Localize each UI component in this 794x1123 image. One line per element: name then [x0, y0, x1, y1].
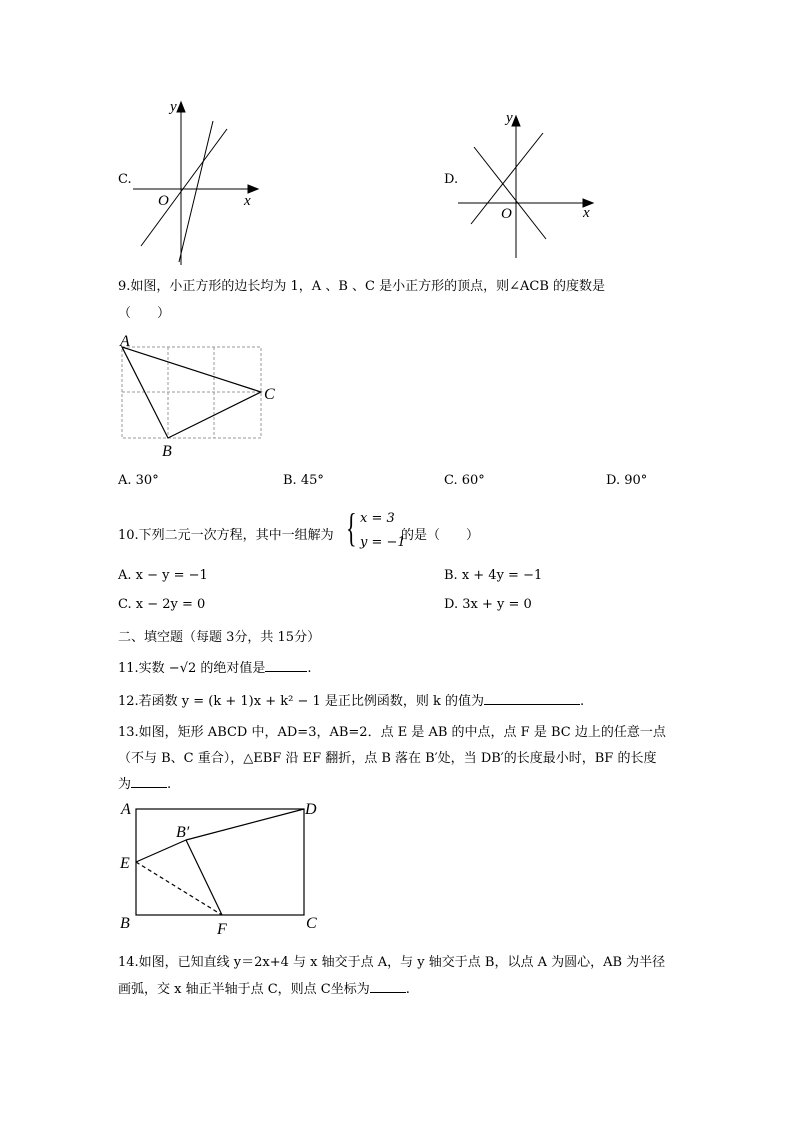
- point-c-label: C: [264, 386, 275, 403]
- q9-option-d: D. 90°: [606, 473, 648, 488]
- point-d-label: D: [305, 801, 317, 818]
- point-c-label: C: [306, 915, 317, 932]
- q13-line2: （不与 B、C 重合），△EBF 沿 EF 翻折，点 B 落在 B′处，当 DB′的长度最小时，BF 的长度: [118, 751, 657, 766]
- point-b-label: B: [162, 443, 172, 460]
- point-b-label: B: [120, 915, 130, 932]
- q14-line1: 14.如图，已知直线 y＝2x+4 与 x 轴交于点 A，与 y 轴交于点 B，以点 A 为圆心，AB 为半径: [118, 955, 666, 970]
- point-a-label: A: [120, 333, 130, 350]
- q10-system-eq1: x = 3: [360, 511, 395, 526]
- q13-line3-text: 为: [118, 777, 132, 792]
- q12-after: .: [580, 694, 585, 709]
- option-d-label: D.: [444, 172, 459, 187]
- point-a-label: A: [121, 801, 131, 818]
- q12-before: 12.若函数 y = (k + 1)x + k² − 1 是正比例函数，则 k 的值为: [118, 694, 485, 709]
- origin-label: O: [501, 206, 512, 222]
- q10-option-d: D. 3x + y = 0: [444, 597, 532, 612]
- option-c-label: C.: [118, 172, 132, 187]
- q10-stem-after: 的是（ ）: [401, 528, 480, 543]
- q9-stem: 9.如图，小正方形的边长均为 1，A 、B 、C 是小正方形的顶点，则∠ACB 的度数是: [118, 279, 606, 294]
- q9-paren: （ ）: [118, 306, 171, 321]
- q9-option-c: C. 60°: [444, 473, 485, 488]
- q14-line2-text: 画弧，交 x 轴正半轴于点 C，则点 C坐标为: [118, 982, 370, 997]
- point-b-prime-label: B′: [176, 824, 190, 841]
- q9-option-a: A. 30°: [118, 473, 159, 488]
- q9-option-b: B. 45°: [283, 473, 324, 488]
- origin-label: O: [158, 193, 169, 209]
- q10-option-b: B. x + 4y = −1: [444, 568, 543, 583]
- q14-line2: [118, 978, 410, 997]
- point-e-label: E: [120, 855, 130, 872]
- q11-after: .: [307, 661, 312, 676]
- q10-option-a: A. x − y = −1: [118, 568, 208, 583]
- equation-system-brace: {: [346, 505, 357, 550]
- y-axis-label: y: [506, 110, 513, 126]
- q10-option-c: C. x − 2y = 0: [118, 597, 206, 612]
- section-heading: 二、填空题（每题 3分，共 15分）: [118, 630, 321, 645]
- q14-line2-end: .: [405, 982, 410, 997]
- q13-line1: 13.如图，矩形 ABCD 中，AD=3，AB=2．点 E 是 AB 的中点，点 F 是 BC 边上的任意一点: [118, 725, 666, 740]
- y-axis-label: y: [170, 99, 177, 115]
- q10-system-eq2: y = −1: [360, 535, 406, 550]
- point-f-label: F: [217, 921, 227, 938]
- answer-blank[interactable]: [370, 980, 406, 993]
- x-axis-label: x: [244, 193, 251, 209]
- q10-stem-before: 10.下列二元一次方程，其中一组解为: [118, 528, 334, 543]
- x-axis-label: x: [583, 205, 590, 221]
- q13-line3-end: .: [167, 777, 172, 792]
- q11-before: 11.实数 −√2 的绝对值是: [118, 661, 266, 676]
